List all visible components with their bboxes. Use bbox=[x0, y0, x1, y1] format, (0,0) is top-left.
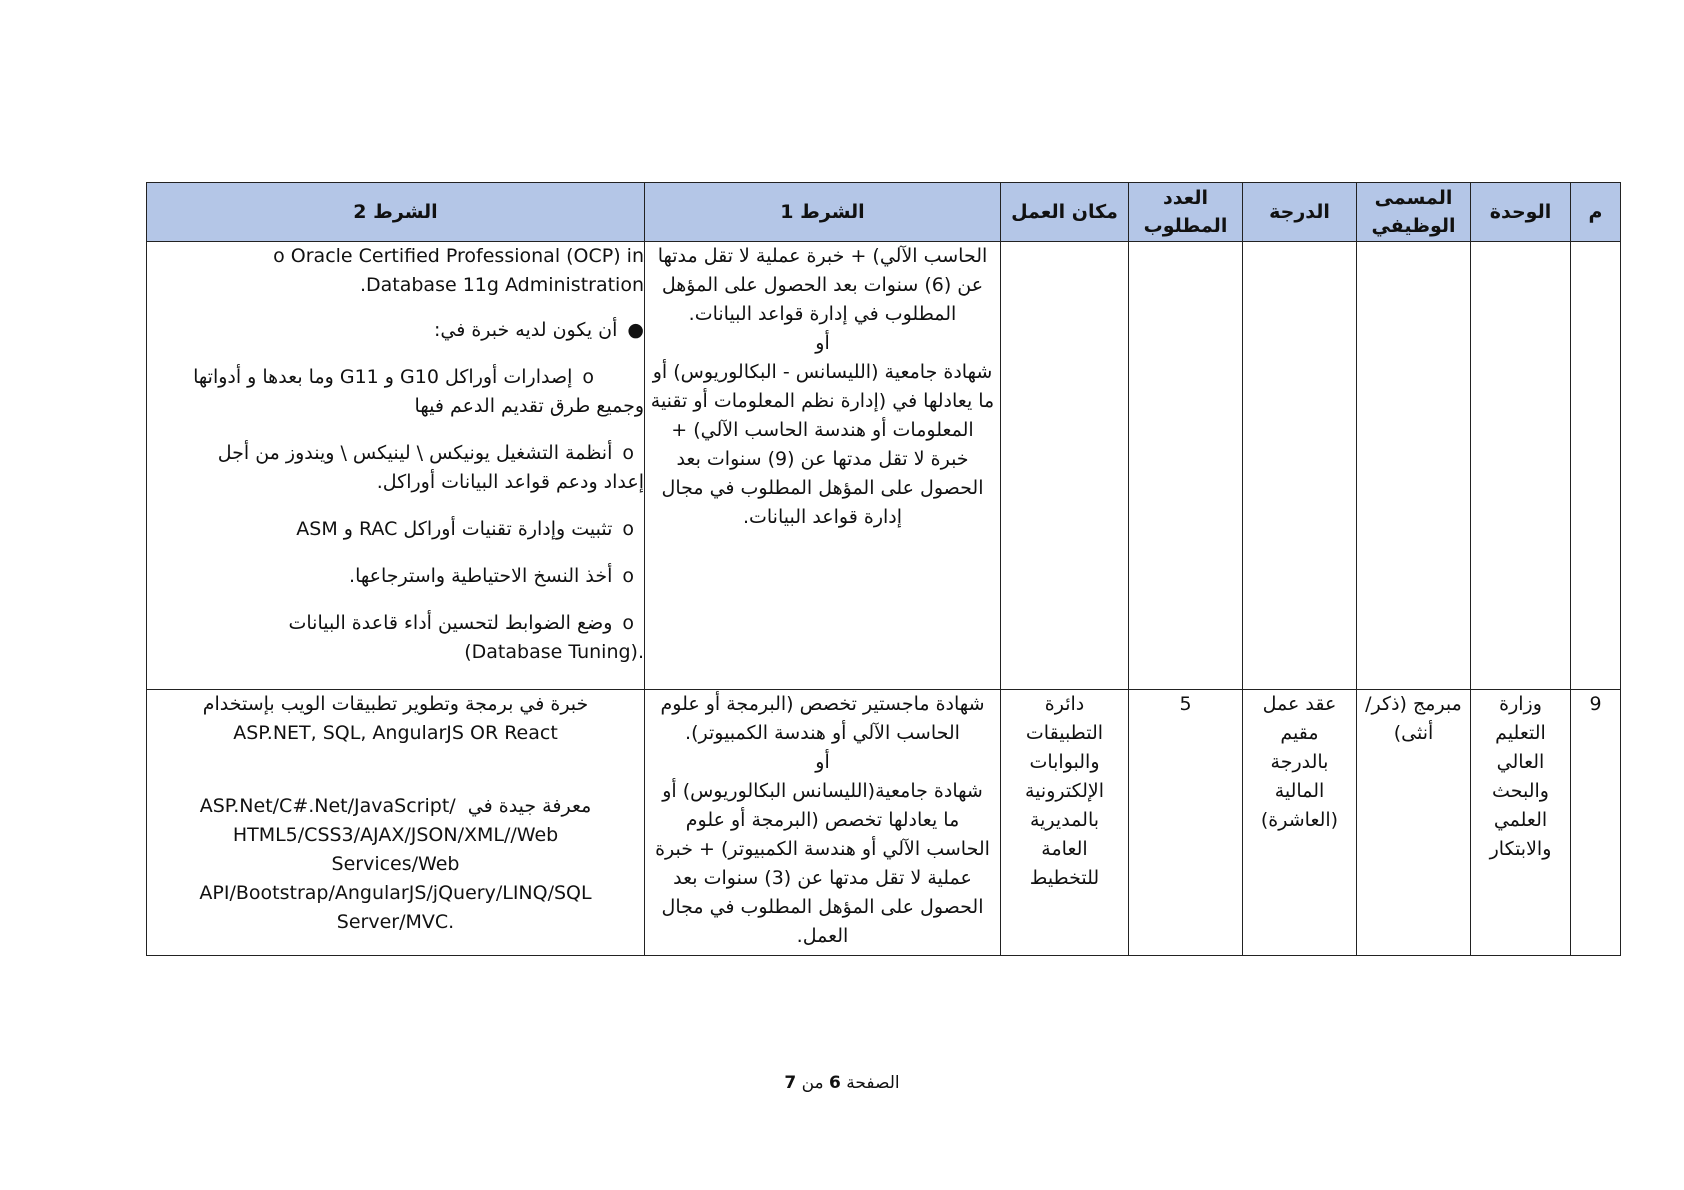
cond1-line: ما يعادلها تخصص (البرمجة أو علوم bbox=[685, 809, 960, 831]
item3-text: تثبيت وإدارة تقنيات أوراكل RAC و ASM bbox=[296, 518, 613, 540]
current-page-number: 6 bbox=[829, 1073, 841, 1093]
web-experience-line2: ASP.NET, SQL, AngularJS OR React bbox=[233, 722, 558, 744]
row1-grade-cell bbox=[1243, 242, 1357, 690]
row2-count-cell: 5 bbox=[1129, 690, 1243, 956]
experience-item-4 bbox=[147, 562, 644, 591]
experience-intro bbox=[147, 316, 644, 345]
header-condition-1: الشرط 1 bbox=[645, 183, 1001, 242]
cond1-line: أو bbox=[815, 751, 830, 773]
header-condition-2: الشرط 2 bbox=[147, 183, 645, 242]
row1-workplace-cell bbox=[1001, 242, 1129, 690]
cond1-line: الحصول على المؤهل المطلوب في مجال bbox=[661, 477, 984, 499]
total-pages-number: 7 bbox=[784, 1073, 797, 1093]
table-row bbox=[147, 690, 1621, 956]
item4-text: أخذ النسخ الاحتياطية واسترجاعها. bbox=[349, 565, 613, 587]
cond1-line: شهادة جامعية(الليسانس البكالوريوس) أو bbox=[662, 780, 983, 802]
row1-unit-cell bbox=[1471, 242, 1571, 690]
item5-line2: (Database Tuning). bbox=[464, 641, 644, 663]
experience-item-3 bbox=[147, 515, 644, 544]
cond1-line: خبرة لا تقل مدتها عن (9) سنوات بعد bbox=[676, 448, 969, 470]
jobs-table bbox=[146, 182, 1621, 956]
web-experience-line1: خبرة في برمجة وتطوير تطبيقات الويب بإستخدام bbox=[202, 693, 589, 715]
cond1-line: المطلوب في إدارة قواعد البيانات. bbox=[688, 303, 957, 325]
knowledge-line5: Server/MVC. bbox=[336, 911, 455, 933]
cond1-line: شهادة ماجستير تخصص (البرمجة أو علوم bbox=[660, 693, 985, 715]
bullet-icon: ● bbox=[627, 319, 644, 341]
circle-bullet-icon: o bbox=[622, 565, 634, 587]
experience-item-5 bbox=[147, 609, 644, 667]
cond1-line: عن (6) سنوات بعد الحصول على المؤهل bbox=[661, 274, 984, 296]
circle-bullet-icon: o bbox=[622, 612, 634, 634]
experience-item-1 bbox=[147, 363, 644, 421]
knowledge-line2: HTML5/CSS3/AJAX/JSON/XML//Web bbox=[232, 824, 559, 846]
item5-line1: وضع الضوابط لتحسين أداء قاعدة البيانات bbox=[288, 612, 613, 634]
cond1-line: الحاسب الآلي أو هندسة الكمبيوتر). bbox=[685, 722, 960, 744]
row2-condition-1 bbox=[645, 690, 1001, 956]
header-workplace: مكان العمل bbox=[1001, 183, 1129, 242]
experience-item-2 bbox=[147, 439, 644, 497]
row2-job-title-cell: مبرمج (ذكر/ أنثى) bbox=[1357, 690, 1471, 956]
page-footer bbox=[0, 1073, 1684, 1093]
knowledge-first-line bbox=[147, 792, 644, 821]
header-count: العدد المطلوب bbox=[1129, 183, 1243, 242]
cond1-line: إدارة قواعد البيانات. bbox=[742, 506, 903, 528]
cond1-line: أو bbox=[815, 332, 830, 354]
row1-job-title-cell bbox=[1357, 242, 1471, 690]
experience-intro-text: أن يكون لديه خبرة في: bbox=[433, 319, 618, 341]
header-grade: الدرجة bbox=[1243, 183, 1357, 242]
row2-unit-cell: وزارة التعليم العالي والبحث العلمي والابتكار bbox=[1471, 690, 1571, 956]
ocp-certification-line2: .Database 11g Administration bbox=[359, 274, 644, 296]
circle-bullet-icon: o bbox=[622, 518, 634, 540]
cond1-line: ما يعادلها في (إدارة نظم المعلومات أو تقنية bbox=[650, 390, 995, 412]
of-word: من bbox=[801, 1073, 824, 1093]
cond1-line: شهادة جامعية (الليسانس - البكالوريوس) أو bbox=[652, 361, 993, 383]
header-unit: الوحدة bbox=[1471, 183, 1571, 242]
cond1-line: المعلومات أو هندسة الحاسب الآلي) + bbox=[671, 419, 974, 441]
table-header-row bbox=[147, 183, 1621, 242]
row2-serial-cell: 9 bbox=[1571, 690, 1621, 956]
cond1-line: العمل. bbox=[796, 925, 849, 947]
knowledge-line3: Services/Web bbox=[331, 853, 460, 875]
row1-count-cell bbox=[1129, 242, 1243, 690]
cond1-line: الحاسب الآلي) + خبرة عملية لا تقل مدتها bbox=[657, 245, 988, 267]
knowledge-line4: API/Bootstrap/AngularJS/jQuery/LINQ/SQL bbox=[199, 882, 592, 904]
cond1-line: الحاسب الآلي أو هندسة الكمبيوتر) + خبرة bbox=[655, 838, 990, 860]
item1-line2: وجميع طرق تقديم الدعم فيها bbox=[414, 395, 644, 417]
item2-line2: إعداد ودعم قواعد البيانات أوراكل. bbox=[376, 471, 644, 493]
cond1-line: عملية لا تقل مدتها عن (3) سنوات بعد bbox=[673, 867, 972, 889]
row1-condition-2 bbox=[147, 242, 645, 690]
item1-line1: إصدارات أوراكل G10 و G11 وما بعدها و أدواتها bbox=[193, 366, 573, 388]
knowledge-line1: ASP.Net/C#.Net/JavaScript/ bbox=[199, 795, 456, 817]
row2-grade-cell: عقد عمل مقيم بالدرجة المالية (العاشرة) bbox=[1243, 690, 1357, 956]
header-job-title: المسمى الوظيفي bbox=[1357, 183, 1471, 242]
row1-serial-cell bbox=[1571, 242, 1621, 690]
row2-condition-2 bbox=[147, 690, 645, 956]
circle-bullet-icon: o bbox=[622, 442, 634, 464]
ocp-certification-line1: o Oracle Certified Professional (OCP) in bbox=[273, 245, 644, 267]
cond1-line: الحصول على المؤهل المطلوب في مجال bbox=[661, 896, 984, 918]
circle-bullet-icon: o bbox=[582, 366, 594, 388]
row1-condition-1 bbox=[645, 242, 1001, 690]
header-serial: م bbox=[1571, 183, 1621, 242]
row2-workplace-cell: دائرة التطبيقات والبوابات الإلكترونية بالمديرية العامة للتخطيط bbox=[1001, 690, 1129, 956]
knowledge-prefix: معرفة جيدة في bbox=[467, 795, 592, 817]
table-row bbox=[147, 242, 1621, 690]
page-word: الصفحة bbox=[846, 1073, 900, 1093]
item2-line1: أنظمة التشغيل يونيكس \ لينيكس \ ويندوز من أجل bbox=[217, 442, 613, 464]
